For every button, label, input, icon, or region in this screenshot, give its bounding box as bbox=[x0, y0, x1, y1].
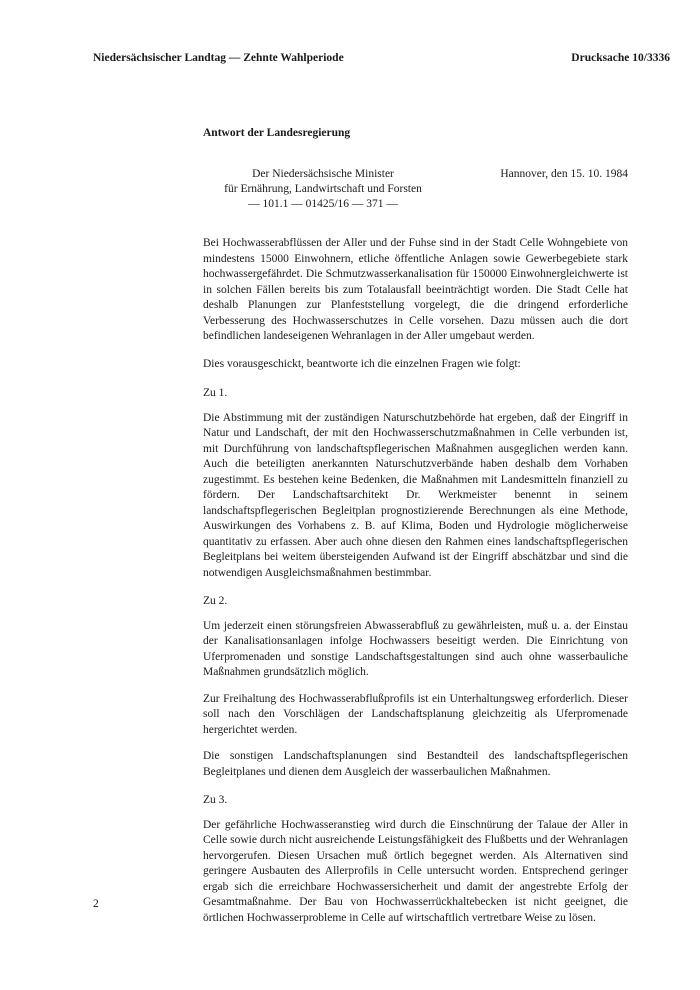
answer-heading: Zu 3. bbox=[203, 794, 228, 806]
answer-paragraph: Die sonstigen Landschaftsplanungen sind Bestandteil des landschaftspflegerischen Begleitplanes und dienen dem Ausgleich der wasserbaulichen Maßnahmen. bbox=[203, 750, 628, 778]
answer-paragraph: Zur Freihaltung des Hochwasserabflußprofils ist ein Unterhaltungsweg erforderlich. Dieser soll nach den Vorschlägen der Landschaftsplanung gleichzeitig als Uferpromenade hergerichtet werden. bbox=[203, 692, 628, 736]
reference-number: — 101.1 — 01425/16 — 371 — bbox=[248, 198, 398, 210]
sender-block bbox=[203, 167, 443, 212]
document-body bbox=[203, 236, 628, 937]
page-number: 2 bbox=[93, 898, 99, 910]
answer-paragraph: Um jederzeit einen störungsfreien Abwasserabfluß zu gewährleisten, muß u. a. der Einstau der Kanalisationsanlagen infolge Hochwassers beseitigt werden. Die Einrichtung von Uferpromenaden und sonstige Landschaftsgestaltungen sind auch ohne wasserbauliche Maßnahmen grundsätzlich möglich. bbox=[203, 619, 628, 678]
answer-paragraph: Die Abstimmung mit der zuständigen Naturschutzbehörde hat ergeben, daß der Eingriff in Natur und Landschaft, der mit den Hochwasserschutzmaßnahmen in Celle verbunden ist, mit Durchführung von landschaftspflegerischen Maßnahmen ausgeglichen werden kann. Auch die beteiligten anerkannten Naturschutzverbände haben deshalb dem Vorhaben zugestimmt. Es bestehen keine Bedenken, die Maßnahmen mit Landesmitteln finanziell zu fördern. Der Landschaftsarchitekt Dr. Werkmeister benennt in seinem landschaftspflegerischen Begleitplan prognostizierende Berechnungen als eine Methode, Auswirkungen des Vorhabens z. B. auf Klima, Boden und Hydrologie möglicherweise quantitativ zu erfassen. Aber auch ohne diesen den Rahmen eines landschaftspflegerischen Begleitplans bei weitem übersteigenden Aufwand ist der Eingriff abschätzbar und sind die notwendigen Ausgleichsmaßnahmen bestimmbar. bbox=[203, 411, 628, 579]
document-number: Drucksache 10/3336 bbox=[571, 52, 670, 64]
section-title: Antwort der Landesregierung bbox=[203, 127, 351, 139]
answer-heading: Zu 1. bbox=[203, 387, 228, 399]
transition-sentence: Dies vorausgeschickt, beantworte ich die einzelnen Fragen wie folgt: bbox=[203, 357, 521, 370]
running-header-title: Niedersächsischer Landtag — Zehnte Wahlperiode bbox=[93, 52, 344, 64]
sender-line: für Ernährung, Landwirtschaft und Forsten bbox=[224, 183, 422, 195]
dateline: Hannover, den 15. 10. 1984 bbox=[500, 168, 628, 180]
sender-line: Der Niedersächsische Minister bbox=[252, 168, 394, 180]
answer-paragraph: Der gefährliche Hochwasseranstieg wird durch die Einschnürung der Talaue der Aller in Celle sowie durch nicht ausreichende Leistungsfähigkeit des Flußbetts und der Wehranlagen hervorgerufen. Diesen Ursachen muß örtlich begegnet werden. Als Alternativen sind geringere Ausbauten des Allerprofils in Celle untersucht worden. Entsprechend geringer ergab sich die erreichbare Hochwassersicherheit und damit der angestrebte Erfolg der Gesamtmaßnahme. Der Bau von Hochwasserrückhaltebecken ist nicht geeignet, die örtlichen Hochwasserprobleme in Celle auf wirtschaftlich vertretbare Weise zu lösen. bbox=[203, 818, 628, 924]
answer-heading: Zu 2. bbox=[203, 595, 228, 607]
intro-paragraph: Bei Hochwasserabflüssen der Aller und der Fuhse sind in der Stadt Celle Wohngebiete von mindestens 15000 Einwohnern, etliche öffentliche Anlagen sowie Gewerbegebiete stark hochwassergefährdet. Die Schmutzwasserkanalisation für 150000 Einwohnergleichwerte ist in solchen Fällen bereits bis zum Totalausfall beeinträchtigt worden. Die Stadt Celle hat deshalb Planungen zur Planfeststellung vorgelegt, die die dringend erforderliche Verbesserung des Hochwasserschutzes in Celle vorsehen. Dazu müssen auch die dort befindlichen landeseigenen Wehranlagen in der Aller umgebaut werden. bbox=[203, 237, 628, 342]
